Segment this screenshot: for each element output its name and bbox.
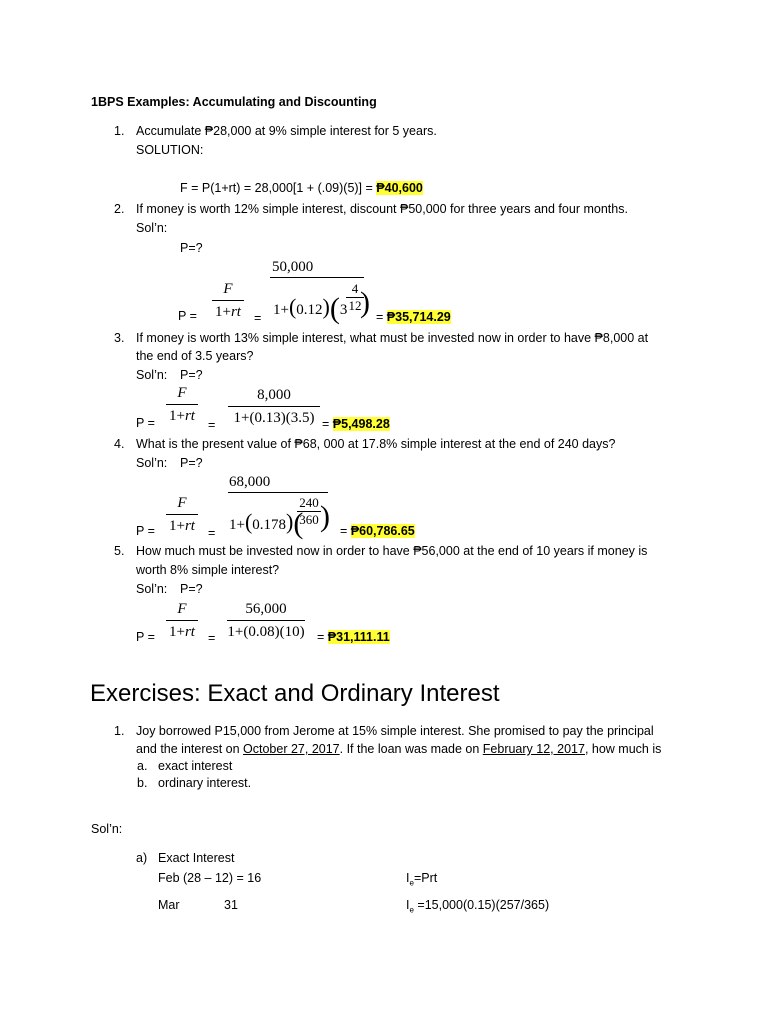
fraction-denominator: 1+rt — [169, 518, 195, 534]
p-equals: P = — [136, 416, 155, 430]
equals-sign: = — [208, 526, 216, 540]
item-number: 1. — [114, 724, 125, 738]
mixed-num: 4 — [351, 281, 359, 296]
den-rate: 0.12 — [296, 302, 323, 318]
solution-label: SOLUTION: — [136, 143, 204, 157]
question-text: What is the present value of ₱68, 000 at 17.8% simple interest at the end of 240 days? — [136, 437, 616, 451]
den-part: 1+ — [273, 302, 289, 318]
soln-label: Sol’n: — [136, 582, 168, 596]
fraction-f-over-1rt — [166, 384, 198, 425]
soln-label: Sol’n: — [136, 368, 168, 382]
soln-label: Sol’n: — [136, 221, 168, 235]
equals-sign: = — [208, 631, 216, 645]
month-label: Mar — [158, 898, 180, 912]
answer-line — [376, 310, 451, 325]
mixed-den: 12 — [348, 298, 362, 313]
question-text: worth 8% simple interest? — [136, 563, 280, 577]
due-date: October 27, 2017 — [243, 742, 340, 756]
fraction-denominator: 1+rt — [215, 304, 241, 320]
answer-highlight: ₱40,600 — [376, 181, 423, 195]
sub-item-text: exact interest — [158, 759, 233, 773]
section-heading: Exercises: Exact and Ordinary Interest — [90, 680, 500, 707]
answer-highlight: ₱60,786.65 — [350, 524, 415, 538]
text-segment: =Prt — [413, 871, 438, 885]
sub-item-label: a. — [137, 759, 148, 773]
equals-sign: = — [376, 310, 387, 324]
fraction-bar — [270, 277, 364, 278]
days-den: 360 — [299, 512, 319, 527]
answer-highlight: ₱35,714.29 — [386, 310, 451, 324]
value-fraction — [227, 600, 305, 641]
fraction-f-over-1rt — [166, 600, 198, 641]
item-number: 5. — [114, 544, 125, 558]
question-text: If money is worth 13% simple interest, what must be invested now in order to have ₱8,000 at — [136, 331, 649, 345]
loan-date: February 12, 2017 — [482, 742, 585, 756]
fraction-f-over-1rt — [212, 280, 244, 321]
text-segment: I — [406, 898, 410, 912]
fraction-numerator: F — [177, 385, 187, 401]
text-segment: =15,000(0.15)(257/365) — [413, 898, 550, 912]
days-num: 240 — [299, 495, 319, 510]
soln-label: Sol’n: — [136, 456, 168, 470]
formula-line — [180, 181, 423, 196]
p-equals: P = — [136, 630, 155, 644]
question-text: the end of 3.5 years? — [136, 349, 254, 363]
fraction-denominator: 1+rt — [169, 624, 195, 640]
unknown-label: P=? — [180, 456, 203, 470]
days-fraction — [297, 496, 321, 527]
subscript: e — [409, 878, 414, 888]
p-equals: P = — [136, 524, 155, 538]
item-number: 2. — [114, 202, 125, 216]
close-paren: ) — [320, 500, 330, 533]
question-text: Accumulate ₱28,000 at 9% simple interest for 5 years. — [136, 124, 437, 138]
part-label: a) — [136, 851, 148, 865]
den-rate: 0.178 — [252, 517, 287, 533]
item-number: 1. — [114, 124, 125, 138]
equals-sign: = — [340, 524, 351, 538]
question-text: If money is worth 12% simple interest, discount ₱50,000 for three years and four months. — [136, 202, 628, 216]
unknown-label: P=? — [180, 368, 203, 382]
fraction-denominator: 1+rt — [169, 408, 195, 424]
question-text: How much must be invested now in order to have ₱56,000 at the end of 10 years if money is — [136, 544, 648, 558]
value-fraction — [228, 386, 320, 427]
text-segment: and the interest on — [136, 742, 244, 756]
equals-sign: = — [254, 311, 262, 325]
item-number: 3. — [114, 331, 125, 345]
text-segment: , how much is — [584, 742, 662, 756]
numerator-value: 50,000 — [272, 259, 314, 275]
unknown-label: P=? — [180, 241, 203, 255]
exercise-text — [136, 742, 661, 757]
answer-line — [317, 630, 390, 645]
interest-formula — [406, 871, 437, 891]
sub-item-text: ordinary interest. — [158, 776, 252, 790]
sub-item-label: b. — [137, 776, 148, 790]
page-title: 1BPS Examples: Accumulating and Discounting — [91, 95, 377, 109]
fraction-numerator: F — [223, 281, 233, 297]
fraction-numerator: F — [177, 495, 187, 511]
close-paren: ) — [360, 286, 370, 319]
soln-label: Sol’n: — [91, 822, 123, 836]
item-number: 4. — [114, 437, 125, 451]
numerator-value: 68,000 — [229, 474, 271, 490]
text-segment: . If the loan was made on — [339, 742, 483, 756]
denominator-expr: 1+(0.08)(10) — [227, 624, 305, 640]
equals-sign: = — [317, 630, 328, 644]
numerator-value: 8,000 — [257, 387, 291, 403]
denominator-expr: 1+(0.12)(3 — [273, 292, 348, 325]
days-value: 31 — [224, 898, 238, 912]
fraction-f-over-1rt — [166, 494, 198, 535]
day-count-row: Feb (28 – 12) = 16 — [158, 871, 262, 885]
unknown-label: P=? — [180, 582, 203, 596]
answer-highlight: ₱31,111.11 — [327, 630, 390, 644]
denominator-expr: 1+(0.13)(3.5) — [233, 410, 315, 426]
subscript: e — [409, 905, 414, 915]
p-equals: P = — [178, 309, 197, 323]
equals-sign: = — [208, 418, 216, 432]
part-title: Exact Interest — [158, 851, 235, 865]
equals-sign: = — [322, 417, 333, 431]
interest-calculation — [406, 898, 549, 918]
answer-line — [340, 524, 415, 539]
exercise-text: Joy borrowed P15,000 from Jerome at 15% simple interest. She promised to pay the principal — [136, 724, 654, 738]
den-part: 1+ — [229, 517, 245, 533]
text-segment: I — [406, 871, 410, 885]
den-whole: 3 — [339, 302, 348, 318]
answer-highlight: ₱5,498.28 — [332, 417, 390, 431]
fraction-numerator: F — [177, 601, 187, 617]
denominator-expr: 1+(0.178)( — [229, 507, 304, 540]
answer-line — [322, 417, 390, 432]
fraction-bar — [228, 492, 328, 493]
formula-text: F = P(1+rt) = 28,000[1 + (.09)(5)] = — [180, 181, 377, 195]
numerator-value: 56,000 — [245, 601, 287, 617]
